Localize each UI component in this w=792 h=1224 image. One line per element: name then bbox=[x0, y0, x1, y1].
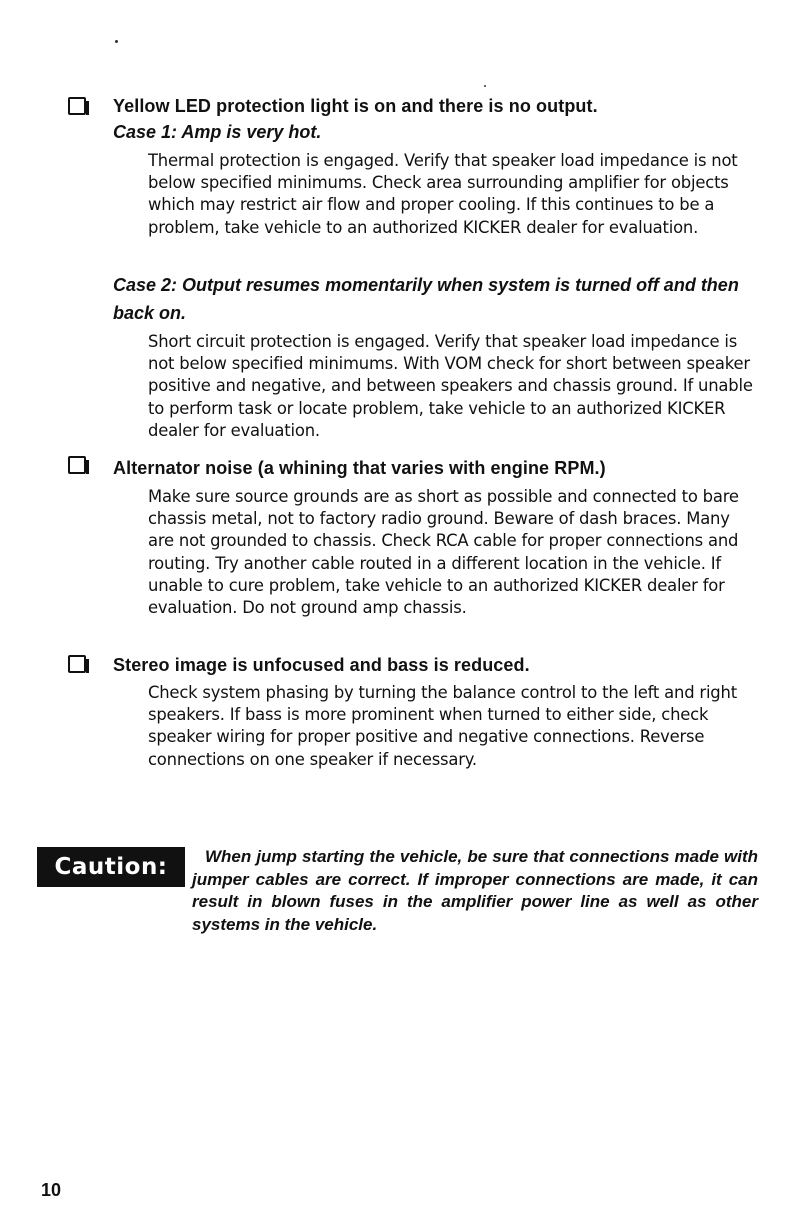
scan-speck bbox=[115, 40, 118, 43]
section-heading-yellow-led: Yellow LED protection light is on and there is no output. bbox=[113, 96, 598, 116]
case-1-title: Case 1: Amp is very hot. bbox=[113, 122, 322, 142]
alternator-noise-text: Make sure source grounds are as short as possible and connected to bare chassis metal, not to factory radio ground. Beware of dash braces. Many are not grounded to chassis. Check RCA cable for proper connections and routing. Try another cable routed in a different location in the vehicle. If unable to cure problem, take vehicle to an authorized KICKER dealer for evaluation. Do not ground amp chassis. bbox=[148, 487, 739, 618]
scan-speck bbox=[484, 85, 486, 87]
stereo-image-text: Check system phasing by turning the balance control to the left and right speakers. If bass is more prominent when turned to either side, check speaker wiring for proper positive and negative connections. Reverse connections on one speaker if necessary. bbox=[148, 683, 737, 769]
section-heading-alternator-noise: Alternator noise (a whining that varies with engine RPM.) bbox=[113, 458, 606, 478]
section-heading-stereo-image: Stereo image is unfocused and bass is reduced. bbox=[113, 655, 530, 675]
page-number: 10 bbox=[41, 1180, 62, 1200]
caution-badge: Caution: bbox=[37, 847, 185, 887]
checkbox-icon bbox=[68, 456, 86, 474]
checkbox-icon bbox=[68, 97, 86, 115]
case-2-text: Short circuit protection is engaged. Verify that speaker load impedance is not below specified minimums. With VOM check for short between speaker positive and negative, and between speakers and chassis ground. If unable to perform task or locate problem, take vehicle to an authorized KICKER dealer for evaluation. bbox=[148, 332, 753, 440]
case-1-text: Thermal protection is engaged. Verify that speaker load impedance is not below specified minimums. Check area surrounding amplifier for objects which may restrict air flow and proper cooling. If this continues to be a problem, take vehicle to an authorized KICKER dealer for evaluation. bbox=[148, 151, 738, 237]
checkbox-icon bbox=[68, 655, 86, 673]
case-2-title: Case 2: Output resumes momentarily when system is turned off and then back on. bbox=[113, 275, 739, 323]
caution-text: When jump starting the vehicle, be sure that connections made with jumper cables are correct. If improper connections are made, it can result in blown fuses in the amplifier power line as well as other systems in the vehicle. bbox=[192, 847, 758, 934]
